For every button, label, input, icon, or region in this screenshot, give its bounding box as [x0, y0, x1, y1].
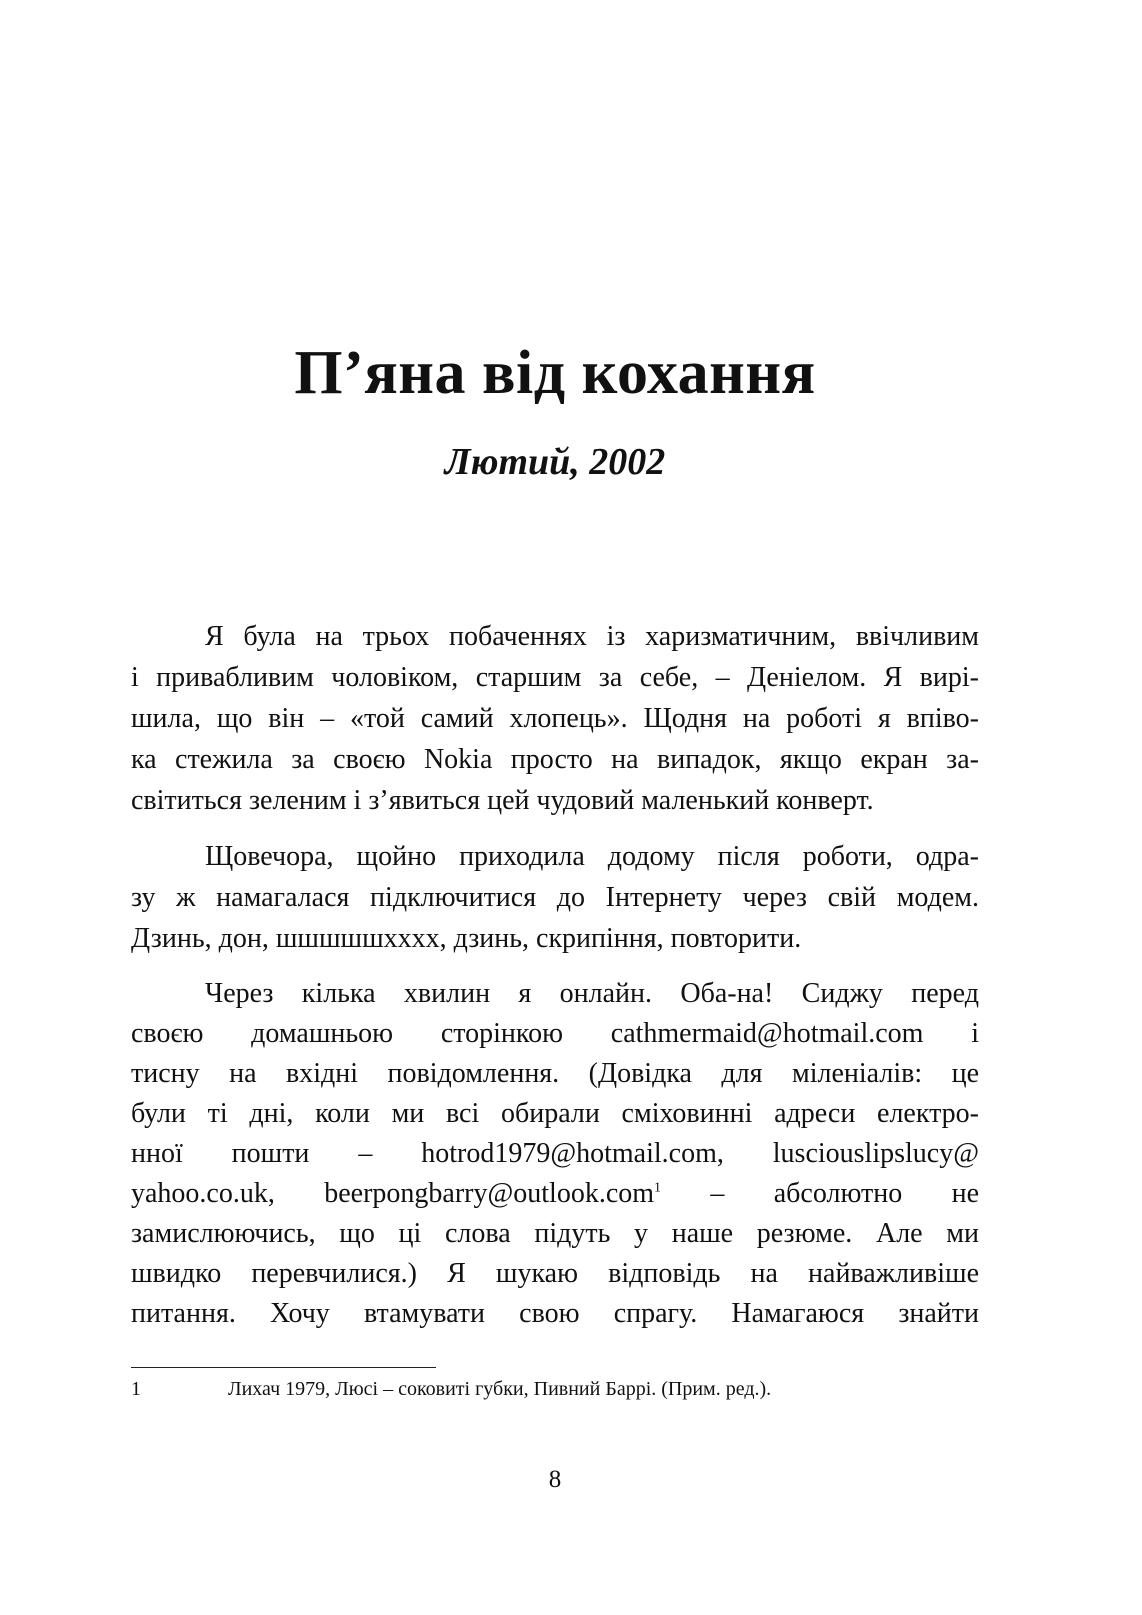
page-number: 8 [548, 1466, 562, 1493]
text-line: швидко перевчилися.) Я шукаю відповідь на найважливіше [131, 1258, 979, 1289]
text-line: світиться зеленим і з’явиться цей чудовий маленький конверт. [131, 785, 874, 816]
text-line: зу ж намагалася підключитися до Інтернету через свій модем. [131, 882, 979, 913]
text-line: своєю домашньою сторінкою cathmermaid@hotmail.com і [131, 1018, 979, 1049]
paragraph-1 [131, 616, 979, 821]
chapter-title: П’яна від кохання [294, 339, 816, 407]
text-line: ка стежила за своєю Nokia просто на випадок, якщо екран за- [131, 744, 979, 775]
footnote [131, 1378, 981, 1401]
footnote-number: 1 [131, 1378, 141, 1400]
body-text [131, 616, 979, 1349]
text-line: тисну на вхідні повідомлення. (Довідка для міленіалів: це [131, 1058, 979, 1089]
text-line: нної пошти – hotrod1979@hotmail.com, lusciouslipslucy@ [131, 1138, 979, 1169]
footnote-divider [131, 1367, 436, 1368]
chapter-subtitle-date: Лютий, 2002 [444, 441, 666, 483]
text-line-with-footnote [131, 1174, 979, 1214]
text-line: Щовечора, щойно приходила додому після роботи, одра- [205, 841, 979, 872]
text-segment: – абсолютно не [661, 1178, 979, 1209]
text-line: замислюючись, що ці слова підуть у наше резюме. Але ми [131, 1218, 979, 1249]
text-line: Я була на трьох побаченнях із харизматичним, ввічливим [205, 621, 979, 652]
footnote-text: Лихач 1979, Люсі – соковиті губки, Пивний Баррі. (Прим. ред.). [228, 1378, 772, 1400]
text-line: питання. Хочу втамувати свою спрагу. Намагаюся знайти [131, 1298, 979, 1329]
paragraph-3 [131, 974, 979, 1334]
text-segment: yahoo.co.uk, beerpongbarry@outlook.com [131, 1178, 655, 1209]
footnote-reference: 1 [654, 1180, 662, 1196]
text-line: шила, що він – «той самий хлопець». Щодня на роботі я впіво- [131, 703, 979, 734]
text-line: Через кілька хвилин я онлайн. Оба-на! Сиджу перед [205, 978, 979, 1009]
text-line: були ті дні, коли ми всі обирали сміховинні адреси електро- [131, 1098, 979, 1129]
text-line: Дзинь, дон, шшшшшхххх, дзинь, скрипіння, повторити. [131, 923, 802, 954]
paragraph-2 [131, 836, 979, 959]
text-line: і привабливим чоловіком, старшим за себе, – Деніелом. Я вирі- [131, 662, 979, 693]
